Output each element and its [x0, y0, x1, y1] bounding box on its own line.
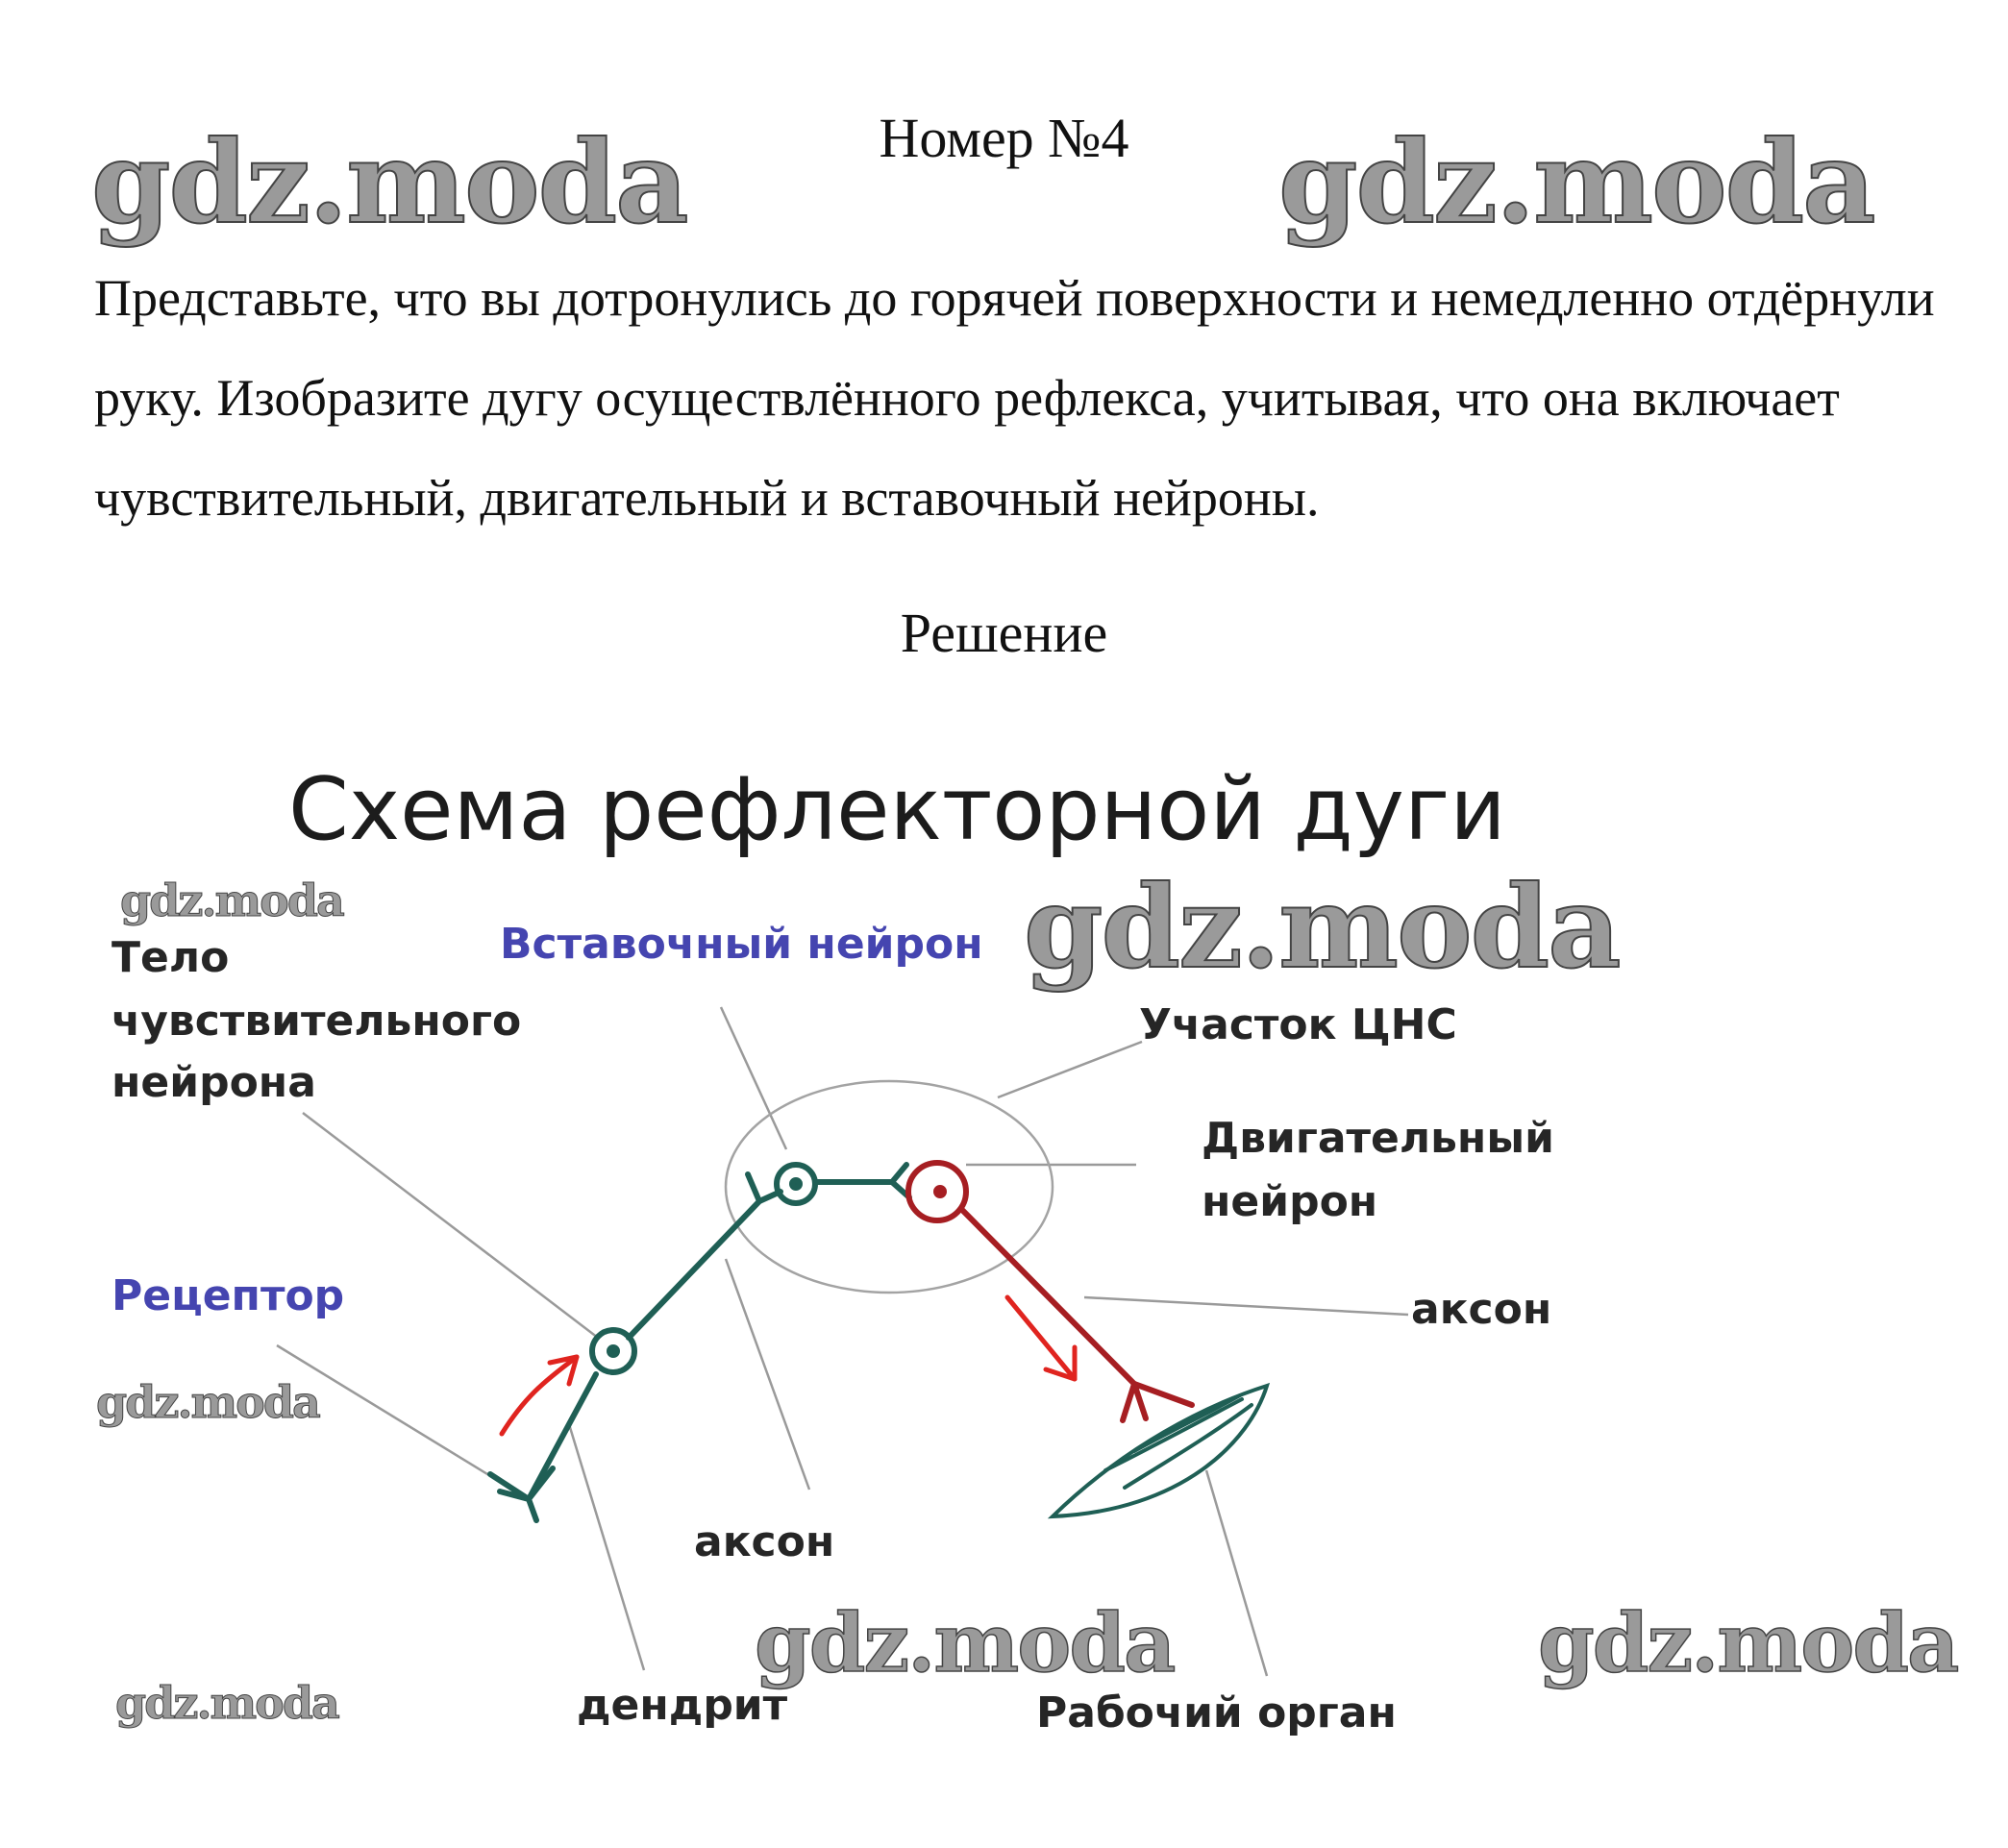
leader-dendrite: [569, 1424, 644, 1670]
motor-axon-ending: [1123, 1384, 1192, 1420]
problem-number: Номер №4: [879, 107, 1129, 169]
watermark-diagram-left-mid: gdz.moda: [96, 1376, 319, 1428]
sensory-axon: [629, 1201, 759, 1338]
sensory-receptor-ending: [490, 1468, 553, 1520]
watermark-diagram-center: gdz.moda: [1024, 860, 1620, 994]
label-dendrite: дендрит: [577, 1681, 788, 1730]
signal-arrows: [502, 1297, 1075, 1434]
sensory-path: [490, 1165, 909, 1520]
leader-receptor: [277, 1345, 509, 1488]
motor-neuron-nucleus: [936, 1188, 944, 1195]
motor-axon: [961, 1209, 1134, 1384]
label-sensory-body-line3: нейрона: [112, 1058, 316, 1107]
watermark-diagram-bottom-center: gdz.moda: [755, 1595, 1175, 1690]
label-sensory-body-line1: Тело: [112, 933, 230, 982]
watermark-diagram-left-top: gdz.moda: [120, 875, 343, 926]
label-axon-sensory: аксон: [694, 1517, 835, 1566]
leader-axon-motor: [1084, 1297, 1408, 1315]
label-sensory-body-line2: чувствительного: [112, 997, 522, 1046]
leader-sensory-body: [303, 1113, 598, 1338]
sensory-neuron-nucleus: [609, 1347, 617, 1355]
label-motor-neuron-line2: нейрон: [1202, 1177, 1378, 1226]
watermark-diagram-bottom-right: gdz.moda: [1538, 1595, 1958, 1690]
diagram-title: Схема рефлекторной дуги: [288, 759, 1506, 860]
label-motor-neuron-line1: Двигательный: [1202, 1114, 1554, 1163]
task-text: Представьте, что вы дотронулись до горячей поверхности и немедленно отдёрнули руку. Изобразите дугу осуществлённого рефлекса, учитывая, что она включает чувствительный, двигательный и вставочный нейроны.: [94, 269, 1935, 527]
watermark-diagram-left-bottom: gdz.moda: [115, 1677, 338, 1729]
solution-heading: Решение: [900, 602, 1108, 664]
interneuron-nucleus: [792, 1180, 800, 1188]
working-organ-muscle: [1053, 1386, 1267, 1516]
leader-axon-sensory: [726, 1259, 809, 1490]
label-interneuron: Вставочный нейрон: [500, 920, 983, 969]
label-cns-region: Участок ЦНС: [1139, 1000, 1457, 1049]
watermark-top-left: gdz.moda: [91, 115, 687, 249]
label-working-organ: Рабочий орган: [1036, 1688, 1397, 1737]
label-axon-motor: аксон: [1411, 1285, 1552, 1334]
leader-cns-region: [998, 1042, 1142, 1097]
label-receptor: Рецептор: [112, 1271, 345, 1320]
afferent-arrow: [502, 1357, 577, 1434]
leader-working-organ: [1206, 1470, 1267, 1676]
watermark-top-right: gdz.moda: [1278, 115, 1874, 249]
